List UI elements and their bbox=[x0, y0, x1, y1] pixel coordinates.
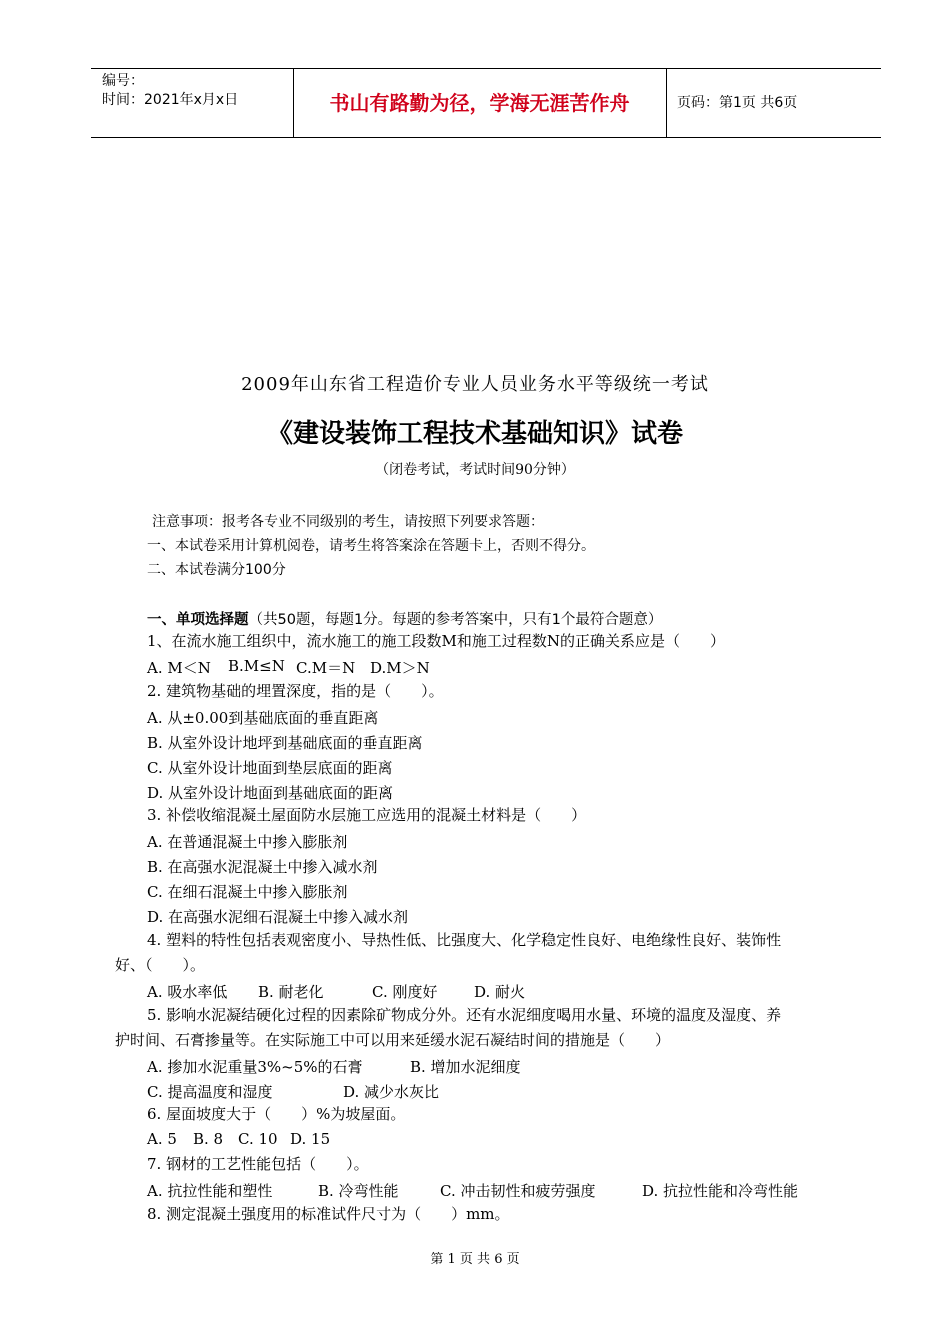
header-page-cell bbox=[667, 69, 881, 137]
q7-option-d: D. 抗拉性能和冷弯性能 bbox=[642, 1182, 799, 1200]
notice-item-2: 二、本试卷满分100分 bbox=[147, 562, 286, 578]
section-heading bbox=[147, 608, 662, 629]
page-header-table bbox=[91, 68, 881, 138]
q2-option-c: C. 从室外设计地面到垫层底面的距离 bbox=[147, 759, 393, 777]
q3-option-d: D. 在高强水泥细石混凝土中掺入减水剂 bbox=[147, 908, 409, 926]
question-3: 3. 补偿收缩混凝土屋面防水层施工应选用的混凝土材料是（ ） bbox=[147, 806, 587, 824]
q4-option-b: B. 耐老化 bbox=[258, 983, 324, 1001]
exam-name: 2009年山东省工程造价专业人员业务水平等级统一考试 bbox=[241, 374, 709, 395]
q6-option-b: B. 8 bbox=[193, 1130, 224, 1148]
q1-option-c: C.M＝N bbox=[296, 659, 356, 677]
section-note: （共50题，每题1分。每题的参考答案中，只有1个最符合题意） bbox=[248, 612, 663, 628]
q6-option-d: D. 15 bbox=[290, 1130, 331, 1148]
q1-option-a: A. M＜N bbox=[147, 659, 211, 677]
question-1: 1、在流水施工组织中，流水施工的施工段数M和施工过程数N的正确关系应是（ ） bbox=[147, 632, 726, 650]
notice-item-1: 一、本试卷采用计算机阅卷，请考生将答案涂在答题卡上，否则不得分。 bbox=[147, 538, 595, 554]
question-4-line-1: 4. 塑料的特性包括表观密度小、导热性低、比强度大、化学稳定性良好、电绝缘性良好、装饰性 bbox=[147, 931, 782, 949]
q2-option-a: A. 从±0.00到基础底面的垂直距离 bbox=[147, 709, 379, 727]
document-time-label: 时间：2021年x月x日 bbox=[102, 92, 239, 108]
q7-option-a: A. 抗拉性能和塑性 bbox=[147, 1182, 273, 1200]
q2-option-d: D. 从室外设计地面到基础底面的距离 bbox=[147, 784, 394, 802]
q3-option-b: B. 在高强水泥混凝土中掺入减水剂 bbox=[147, 858, 378, 876]
question-8: 8. 测定混凝土强度用的标准试件尺寸为（ ）mm。 bbox=[147, 1205, 510, 1223]
question-4-line-2: 好、（ ）。 bbox=[115, 956, 206, 974]
header-left-cell bbox=[91, 69, 294, 137]
q5-option-b: B. 增加水泥细度 bbox=[410, 1058, 521, 1076]
question-5-line-2: 护时间、石膏掺量等。在实际施工中可以用来延缓水泥石凝结时间的措施是（ ） bbox=[115, 1031, 671, 1049]
paper-title: 《建设装饰工程技术基础知识》试卷 bbox=[266, 419, 683, 449]
q5-option-c: C. 提高温度和湿度 bbox=[147, 1083, 273, 1101]
q7-option-c: C. 冲击韧性和疲劳强度 bbox=[440, 1182, 596, 1200]
question-6: 6. 屋面坡度大于（ ）%为坡屋面。 bbox=[147, 1105, 406, 1123]
q6-option-c: C. 10 bbox=[238, 1130, 278, 1148]
q5-option-a: A. 掺加水泥重量3%~5%的石膏 bbox=[147, 1058, 363, 1076]
q7-option-b: B. 冷弯性能 bbox=[318, 1182, 399, 1200]
question-2: 2. 建筑物基础的埋置深度，指的是（ ）。 bbox=[147, 682, 444, 700]
question-7: 7. 钢材的工艺性能包括（ ）。 bbox=[147, 1155, 369, 1173]
q4-option-a: A. 吸水率低 bbox=[147, 983, 228, 1001]
notice-heading: 注意事项：报考各专业不同级别的考生，请按照下列要求答题： bbox=[152, 514, 544, 530]
header-motto: 书山有路勤为径，学海无涯苦作舟 bbox=[329, 91, 630, 115]
header-motto-cell bbox=[293, 69, 667, 137]
q4-option-d: D. 耐火 bbox=[474, 983, 526, 1001]
paper-subtitle: （闭卷考试，考试时间90分钟） bbox=[375, 462, 575, 478]
q2-option-b: B. 从室外设计地坪到基础底面的垂直距离 bbox=[147, 734, 423, 752]
q3-option-a: A. 在普通混凝土中掺入膨胀剂 bbox=[147, 833, 348, 851]
question-5-line-1: 5. 影响水泥凝结硬化过程的因素除矿物成分外。还有水泥细度喝用水量、环境的温度及湿度、养 bbox=[147, 1006, 782, 1024]
q6-option-a: A. 5 bbox=[147, 1130, 177, 1148]
page-footer: 第 1 页 共 6 页 bbox=[430, 1252, 520, 1267]
q5-option-d: D. 减少水灰比 bbox=[343, 1083, 440, 1101]
q1-option-d: D.M＞N bbox=[370, 659, 430, 677]
section-title: 一、单项选择题 bbox=[147, 612, 249, 628]
q3-option-c: C. 在细石混凝土中掺入膨胀剂 bbox=[147, 883, 348, 901]
header-page-label: 页码：第1页 共6页 bbox=[677, 95, 798, 111]
document-number-label: 编号： bbox=[102, 73, 144, 89]
q4-option-c: C. 刚度好 bbox=[372, 983, 438, 1001]
q1-option-b: B.M≤N bbox=[228, 657, 285, 675]
